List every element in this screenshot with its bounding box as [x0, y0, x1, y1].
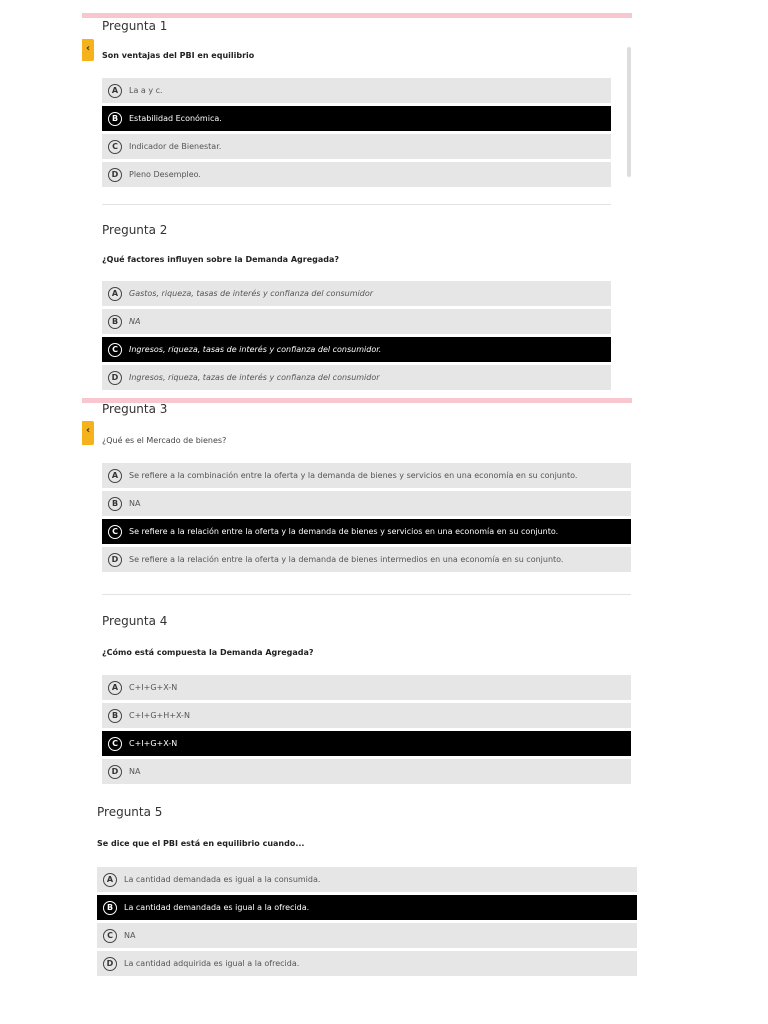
option-letter-circle: A	[103, 873, 117, 887]
option-letter-circle: C	[103, 929, 117, 943]
option-c[interactable]	[102, 134, 611, 159]
option-b[interactable]	[102, 309, 611, 334]
option-letter-circle: A	[108, 84, 122, 98]
question-2-options	[102, 281, 611, 393]
option-text: NA	[129, 317, 141, 326]
question-5-text: Se dice que el PBI está en equilibrio cuando...	[97, 839, 305, 848]
option-text: Estabilidad Económica.	[129, 114, 222, 123]
option-letter-circle: C	[108, 525, 122, 539]
option-letter-circle: D	[108, 765, 122, 779]
divider	[102, 594, 631, 595]
question-4-options	[102, 675, 631, 787]
option-letter-circle: B	[108, 709, 122, 723]
option-text: La cantidad demandada es igual a la ofrecida.	[124, 903, 310, 912]
option-text: Pleno Desempleo.	[129, 170, 201, 179]
option-text: Gastos, riqueza, tasas de interés y confianza del consumidor	[129, 289, 374, 298]
option-d[interactable]	[102, 547, 631, 572]
option-letter-circle: D	[108, 553, 122, 567]
option-a[interactable]	[102, 463, 631, 488]
screenshot-panel-1	[82, 13, 632, 390]
option-letter-circle: D	[108, 168, 122, 182]
option-b[interactable]	[102, 491, 631, 516]
option-text: C+I+G+X-N	[129, 739, 178, 748]
option-letter-circle: D	[108, 371, 122, 385]
option-text: La cantidad adquirida es igual a la ofrecida.	[124, 959, 300, 968]
option-text: Ingresos, riqueza, tazas de interés y confianza del consumidor	[129, 373, 380, 382]
option-letter-circle: C	[108, 737, 122, 751]
option-letter-circle: B	[108, 315, 122, 329]
question-3-text: ¿Qué es el Mercado de bienes?	[102, 436, 227, 445]
option-text: La a y c.	[129, 86, 163, 95]
option-a[interactable]	[102, 675, 631, 700]
chevron-left-icon[interactable]: ‹	[82, 39, 94, 61]
option-text: NA	[124, 931, 136, 940]
question-1-text: Son ventajas del PBI en equilibrio	[102, 51, 255, 60]
screenshot-panel-3	[97, 800, 642, 990]
option-letter-circle: B	[108, 112, 122, 126]
question-4-text: ¿Cómo está compuesta la Demanda Agregada?	[102, 648, 314, 657]
screenshot-panel-2	[82, 398, 632, 788]
option-letter-circle: C	[108, 140, 122, 154]
question-3-title: Pregunta 3	[102, 402, 168, 416]
question-2-title: Pregunta 2	[102, 223, 168, 237]
option-text: Se refiere a la combinación entre la oferta y la demanda de bienes y servicios en una economía en su conjunto.	[129, 471, 578, 480]
question-2-text: ¿Qué factores influyen sobre la Demanda Agregada?	[102, 255, 340, 264]
scrollbar[interactable]	[627, 47, 631, 177]
option-text: Se refiere a la relación entre la oferta y la demanda de bienes y servicios en una economía en su conjunto.	[129, 527, 559, 536]
option-c[interactable]	[102, 337, 611, 362]
option-letter-circle: A	[108, 287, 122, 301]
option-letter-circle: A	[108, 681, 122, 695]
option-c[interactable]	[97, 923, 637, 948]
option-d[interactable]	[97, 951, 637, 976]
option-b[interactable]	[97, 895, 637, 920]
option-text: C+I+G+H+X-N	[129, 711, 190, 720]
option-d[interactable]	[102, 162, 611, 187]
option-a[interactable]	[97, 867, 637, 892]
question-3-options	[102, 463, 631, 575]
divider	[102, 204, 611, 205]
option-a[interactable]	[102, 78, 611, 103]
question-1-title: Pregunta 1	[102, 19, 168, 33]
option-text: NA	[129, 499, 141, 508]
option-text: C+I+G+X-N	[129, 683, 178, 692]
chevron-left-icon[interactable]: ‹	[82, 421, 94, 445]
option-c[interactable]	[102, 519, 631, 544]
option-b[interactable]	[102, 106, 611, 131]
question-5-options	[97, 867, 637, 979]
question-1-options	[102, 78, 611, 190]
option-d[interactable]	[102, 759, 631, 784]
option-a[interactable]	[102, 281, 611, 306]
option-letter-circle: B	[103, 901, 117, 915]
option-letter-circle: A	[108, 469, 122, 483]
option-c[interactable]	[102, 731, 631, 756]
option-text: NA	[129, 767, 141, 776]
question-4-title: Pregunta 4	[102, 614, 168, 628]
option-text: La cantidad demandada es igual a la consumida.	[124, 875, 321, 884]
option-letter-circle: B	[108, 497, 122, 511]
top-bar	[82, 13, 632, 18]
option-text: Ingresos, riqueza, tasas de interés y confianza del consumidor.	[129, 345, 382, 354]
option-letter-circle: C	[108, 343, 122, 357]
option-text: Se refiere a la relación entre la oferta y la demanda de bienes intermedios en una economía en su conjunto.	[129, 555, 564, 564]
option-text: Indicador de Bienestar.	[129, 142, 222, 151]
question-5-title: Pregunta 5	[97, 805, 163, 819]
option-b[interactable]	[102, 703, 631, 728]
option-d[interactable]	[102, 365, 611, 390]
option-letter-circle: D	[103, 957, 117, 971]
